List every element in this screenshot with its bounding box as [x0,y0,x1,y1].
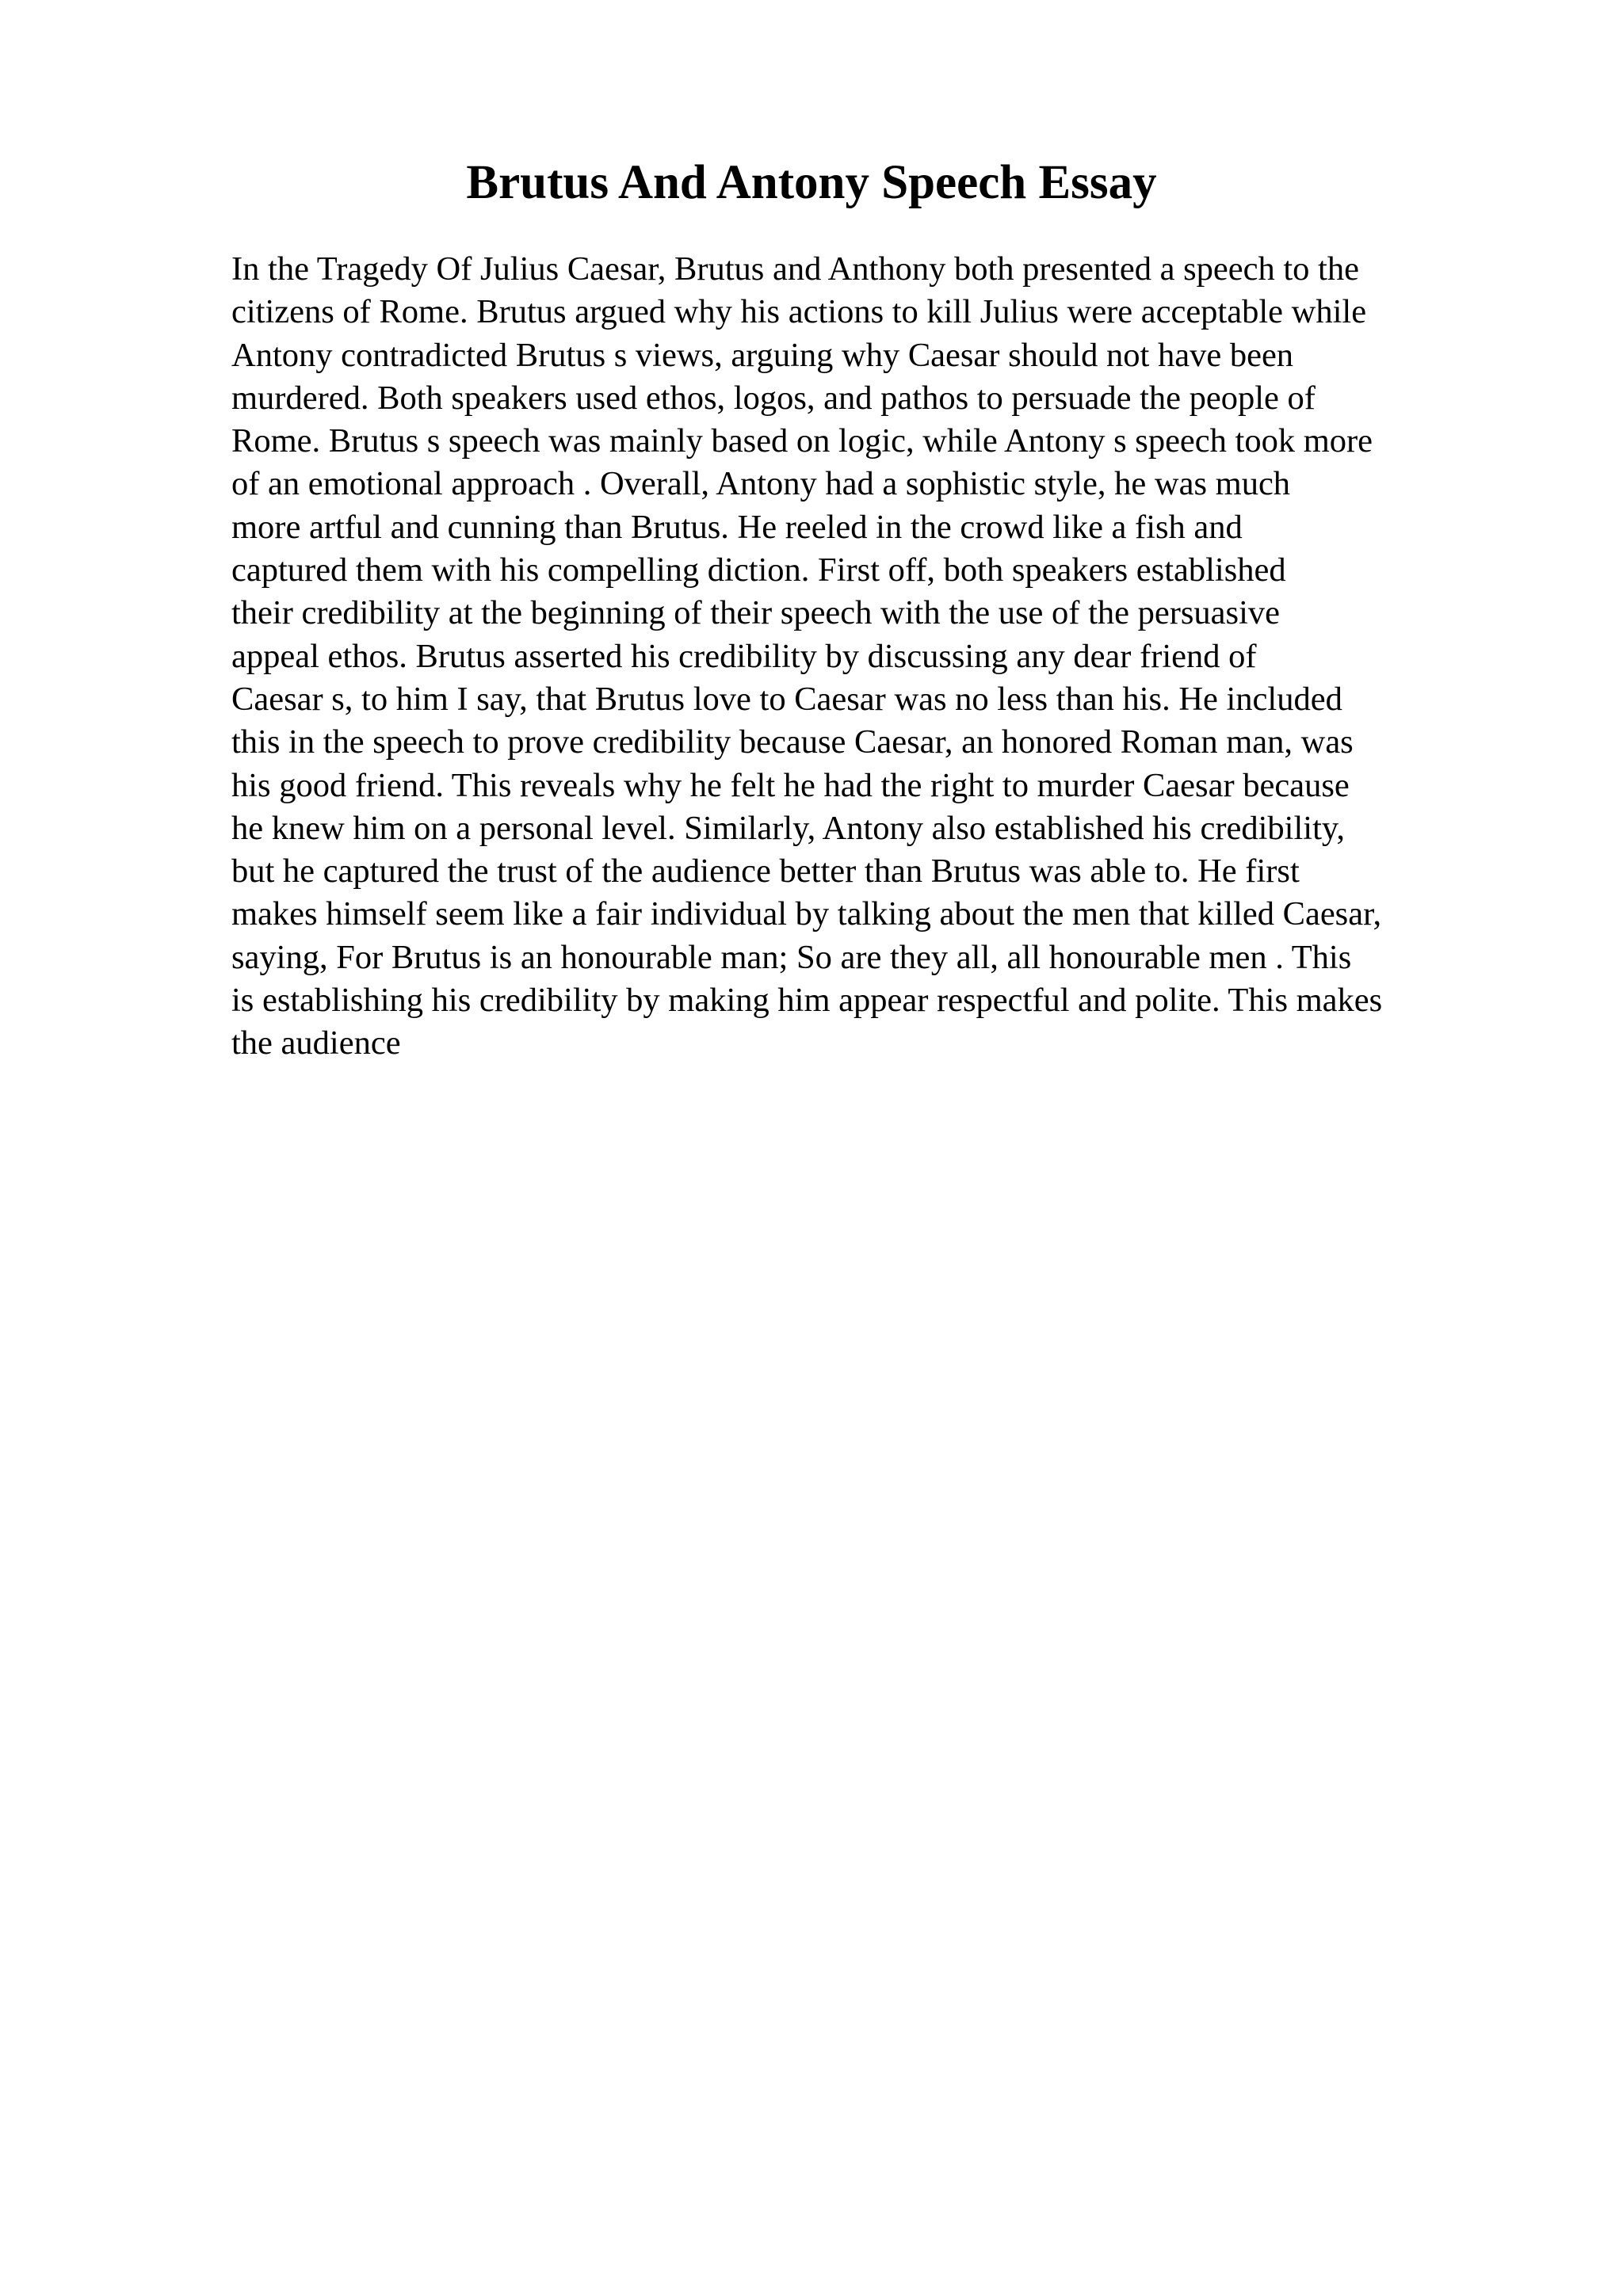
essay-line: makes himself seem like a fair individual by talking about the men that killed Caesar, [231,895,1382,933]
essay-line: is establishing his credibility by making him appear respectful and polite. This makes [231,982,1383,1020]
essay-line: captured them with his compelling diction. First off, both speakers established [231,551,1286,589]
essay-line: the audience [231,1024,401,1062]
essay-line: more artful and cunning than Brutus. He reeled in the crowd like a fish and [231,508,1243,546]
essay-line: his good friend. This reveals why he felt he had the right to murder Caesar because [231,766,1350,804]
essay-line: their credibility at the beginning of their speech with the use of the persuasive [231,594,1280,632]
essay-line: this in the speech to prove credibility because Caesar, an honored Roman man, was [231,723,1354,761]
essay-line: Caesar s, to him I say, that Brutus love to Caesar was no less than his. He included [231,680,1342,718]
essay-line: appeal ethos. Brutus asserted his credibility by discussing any dear friend of [231,637,1257,675]
essay-line: saying, For Brutus is an honourable man; So are they all, all honourable men . This [231,938,1352,976]
essay-line: murdered. Both speakers used ethos, logos, and pathos to persuade the people of [231,379,1316,417]
essay-line: he knew him on a personal level. Similarly, Antony also established his credibility, [231,809,1345,847]
essay-body [231,248,1499,1066]
document-title: Brutus And Antony Speech Essay [466,156,1157,209]
essay-line: citizens of Rome. Brutus argued why his actions to kill Julius were acceptable while [231,293,1367,331]
essay-line: of an emotional approach . Overall, Antony had a sophistic style, he was much [231,465,1291,503]
essay-line: In the Tragedy Of Julius Caesar, Brutus and Anthony both presented a speech to the [231,250,1359,288]
essay-line: but he captured the trust of the audience better than Brutus was able to. He first [231,852,1300,891]
essay-line: Antony contradicted Brutus s views, arguing why Caesar should not have been [231,336,1294,374]
essay-line: Rome. Brutus s speech was mainly based on logic, while Antony s speech took more [231,422,1373,460]
